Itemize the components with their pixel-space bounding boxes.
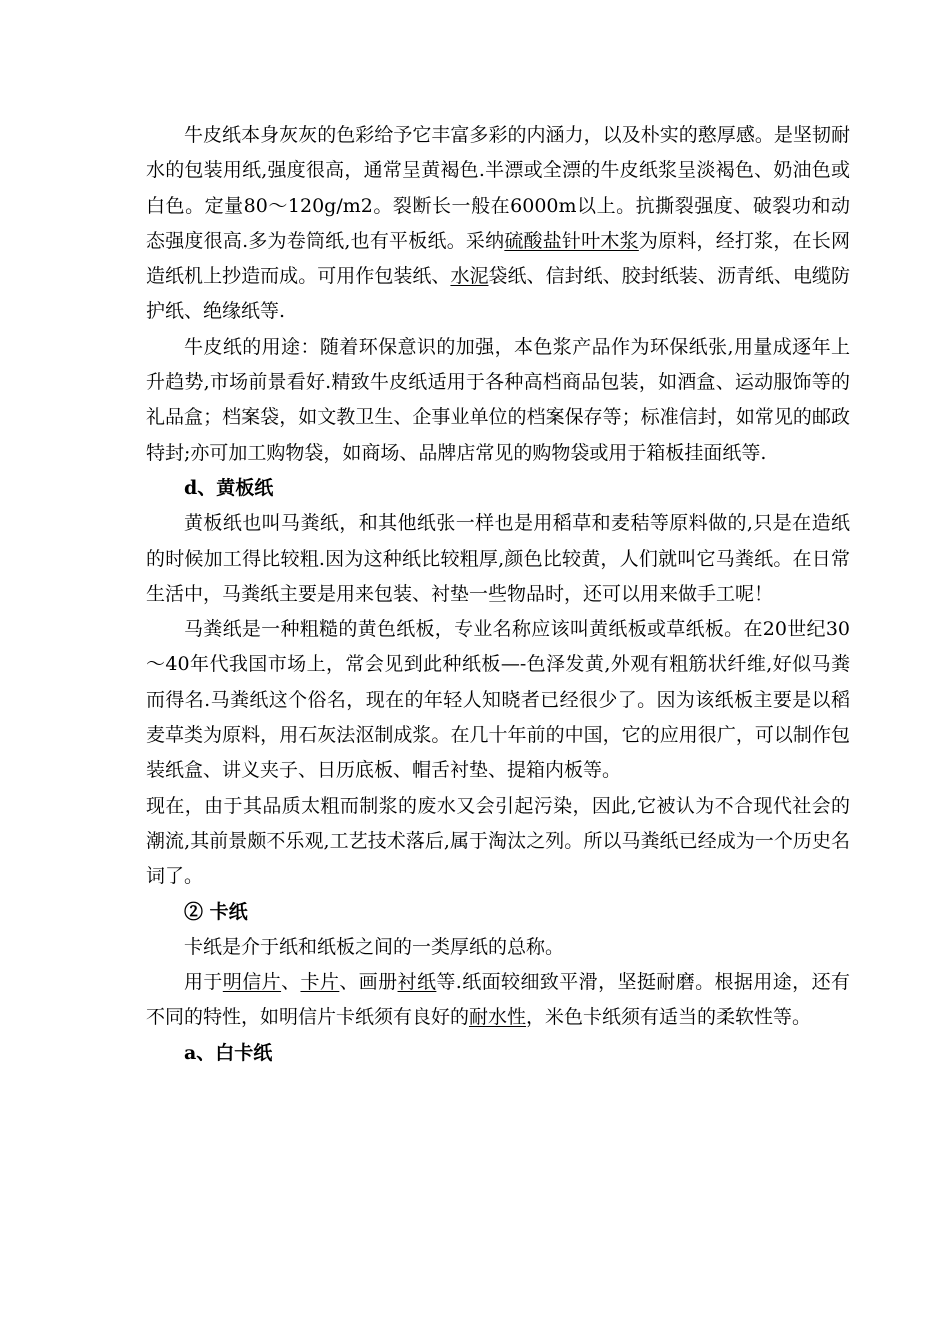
paragraph-kraft-paper-uses: 牛皮纸的用途：随着环保意识的加强，本色浆产品作为环保纸张,用量成逐年上升趋势,市场前景看好.精致牛皮纸适用于各种高档商品包装，如酒盒、运动服饰等的礼品盒；档案袋，如文教卫生、企事业单位的档案保存等；标准信封，如常见的邮政特封;亦可加工购物袋，如商场、品牌店常见的购物袋或用于箱板挂面纸等. <box>146 335 850 464</box>
link-water-resistance[interactable]: 耐水性 <box>469 1006 527 1029</box>
link-backing-paper[interactable]: 衬纸 <box>397 971 437 994</box>
paragraph-strawboard-present: 现在，由于其品质太粗而制浆的废水又会引起污染，因此,它被认为不合现代社会的潮流,其前景颇不乐观,工艺技术落后,属于淘汰之列。所以马粪纸已经成为一个历史名词了。 <box>146 794 850 888</box>
text-run: 用于 <box>184 971 223 994</box>
heading-white-cardboard: a、白卡纸 <box>184 1041 273 1064</box>
text-run: 袋纸、信封纸、胶封纸装、沥青纸、电缆防护纸、绝缘纸等. <box>146 265 850 323</box>
paragraph-card-paper-uses <box>146 965 850 1036</box>
paragraph-card-paper-definition: 卡纸是介于纸和纸板之间的一类厚纸的总称。 <box>184 935 565 958</box>
text-run: 、 <box>281 971 301 994</box>
text-run: 、画册 <box>339 971 398 994</box>
text-run: ，米色卡纸须有适当的柔软性等。 <box>526 1006 812 1029</box>
text-run: 为原料，经打浆，在长网造纸机上抄造而成。可用作包装纸、 <box>146 229 850 288</box>
text-run: 等.纸面较细致平滑，坚挺耐磨。根据用途，还有不同的特性，如明信片卡纸须有良好的 <box>146 971 850 1029</box>
heading-yellow-board: d、黄板纸 <box>184 476 274 499</box>
paragraph-yellow-board-intro: 黄板纸也叫马粪纸，和其他纸张一样也是用稻草和麦秸等原料做的,只是在造纸的时候加工得比较粗.因为这种纸比较粗厚,颜色比较黄，人们就叫它马粪纸。在日常生活中，马粪纸主要是用来包装、衬垫一些物品时，还可以用来做手工呢！ <box>146 512 850 605</box>
link-sulfate-softwood-pulp[interactable]: 硫酸盐针叶木浆 <box>504 229 639 252</box>
link-card[interactable]: 卡片 <box>300 971 340 994</box>
paragraph-strawboard-history: 马粪纸是一种粗糙的黄色纸板，专业名称应该叫黄纸板或草纸板。在20世纪30～40年代我国市场上，常会见到此种纸板—-色泽发黄,外观有粗筋状纤维,好似马粪而得名.马粪纸这个俗名，现在的年轻人知晓者已经很少了。因为该纸板主要是以稻麦草类为原料，用石灰法沤制成浆。在几十年前的中国，它的应用很广，可以制作包装纸盒、讲义夹子、日历底板、帽舌衬垫、提箱内板等。 <box>146 618 850 782</box>
text-run: 牛皮纸本身灰灰的色彩给予它丰富多彩的内涵力，以及朴实的憨厚感。是坚韧耐水的包装用纸,强度很高，通常呈黄褐色.半漂或全漂的牛皮纸浆呈淡褐色、奶油色或白色。定量80～120g/m2。裂断长一般在6000m以上。抗撕裂强度、破裂功和动态强度很高.多为卷筒纸,也有平板纸。采纳 <box>146 124 850 252</box>
link-cement[interactable]: 水泥 <box>450 265 489 288</box>
paragraph-kraft-paper-description <box>146 118 850 330</box>
link-postcard[interactable]: 明信片 <box>222 971 282 994</box>
heading-card-paper: ② 卡纸 <box>184 900 248 923</box>
